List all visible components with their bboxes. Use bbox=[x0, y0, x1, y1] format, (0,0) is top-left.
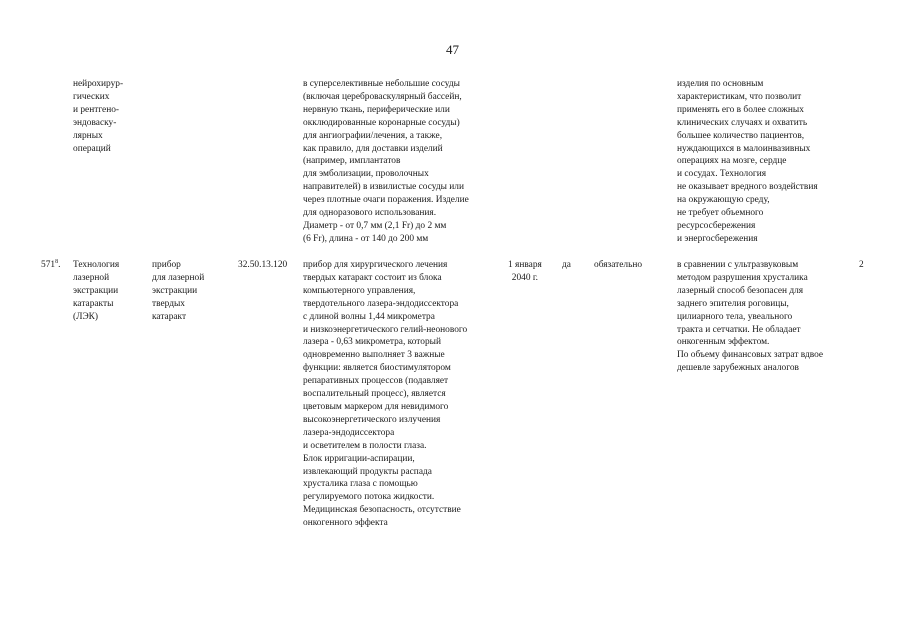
description-cell: прибор для хирургического лечения твердых катаракт состоит из блока компьютерного управления, твердотельного лазера-эндодиссектора с длиной волны 1,44 микрометра и низкоэнергетического гелий-неонового лазера - 0,63 микрометра, который одновременно выполняет 3 важные функции: является биостимулятором репаративных процессов (подавляет воспалительный процесс), является цветовым маркером для невидимого высокоэнергетического излучения лазера-эндодиссектора и осветителем в полости глаза. Блок ирригации-аспирации, извлекающий продукты распада хрусталика глаза с помощью регулируемого потока жидкости. Медицинская безопасность, отсутствие онкогенного эффекта bbox=[303, 260, 468, 529]
row-number: 571 bbox=[41, 260, 56, 270]
page-number: 47 bbox=[446, 42, 459, 57]
row-number-cell bbox=[41, 259, 60, 272]
okpd-code-cell: 32.50.13.120 bbox=[238, 260, 288, 270]
row-number-suffix: . bbox=[58, 260, 61, 270]
flag-cell: да bbox=[562, 260, 571, 270]
product-cell: прибор для лазерной экстракции твердых катаракт bbox=[152, 260, 205, 322]
date-cell: 1 января 2040 г. bbox=[508, 260, 542, 283]
continued-description-cell: в суперселективные небольшие сосуды (включая цереброваскулярный бассейн, нервную ткань, периферические или окклюдированные коронарные сосуды) для ангиографии/лечения, а также, как правило, для доставки изделий (например, имплантатов для эмболизации, проволочных направителей) в извилистые сосуды или через плотные очаги поражения. Изделие для одноразового использования. Диаметр - от 0,7 мм (2,1 Fr) до 2 мм (6 Fr), длина - от 140 до 200 мм bbox=[303, 79, 469, 244]
continued-advantages-cell: изделия по основным характеристикам, что позволит применять его в более сложных клинических случаях и охватить большее количество пациентов, нуждающихся в малоинвазивных операциях на мозге, сердце и сосудах. Технология не оказывает вредного воздействия на окружающую среду, не требует объемного ресурсосбережения и энергосбережения bbox=[677, 79, 818, 244]
last-column-cell: 2 bbox=[859, 260, 864, 270]
technology-cell: Технология лазерной экстракции катаракты (ЛЭК) bbox=[73, 260, 120, 322]
requirement-cell: обязательно bbox=[594, 260, 643, 270]
continued-technology-cell: нейрохирур- гических и рентгено- эндоваску- лярных операций bbox=[73, 79, 124, 154]
advantages-cell: в сравнении с ультразвуковым методом разрушения хрусталика лазерный способ безопасен для заднего эпителия роговицы, цилиарного тела, увеального тракта и сетчатки. Не обладает онкогенным эффектом. По объему финансовых затрат вдвое дешевле зарубежных аналогов bbox=[677, 260, 824, 374]
row-number-footnote: 8 bbox=[55, 259, 59, 265]
